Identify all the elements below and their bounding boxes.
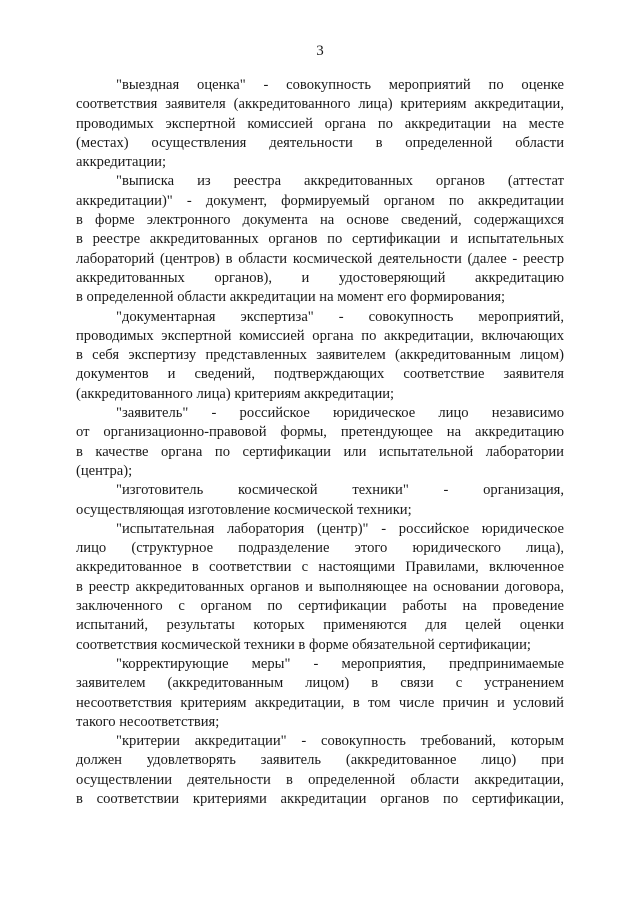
text-line: в качестве органа по сертификации или испытательной лаборатории <box>76 443 564 460</box>
text-line: в форме электронного документа на основе сведений, содержащихся <box>76 212 564 229</box>
text-line: осуществлении деятельности в определенной области аккредитации, <box>76 771 564 788</box>
text-line: (центра); <box>76 462 133 479</box>
text-line: от организационно-правовой формы, претендующее на аккредитацию <box>76 424 564 441</box>
text-line: в реестре аккредитованных органов по сертификации и испытательных <box>76 231 564 248</box>
text-line: осуществляющая изготовление космической техники; <box>76 501 412 518</box>
text-line: (местах) осуществления деятельности в определенной области <box>76 134 564 151</box>
text-line: "документарная экспертиза" - совокупность мероприятий, <box>116 308 564 325</box>
text-line: заключенного с органом по сертификации работы на проведение <box>76 598 564 615</box>
page-number: 3 <box>316 43 324 59</box>
text-line: в реестр аккредитованных органов и выполняющее на основании договора, <box>76 578 564 595</box>
text-line: должен удовлетворять заявитель (аккредитованное лицо) при <box>76 752 564 769</box>
text-line: в определенной области аккредитации на момент его формирования; <box>76 289 506 306</box>
text-line: в соответствии критериями аккредитации органов по сертификации, <box>76 790 564 807</box>
text-line: "изготовитель космической техники" - организация, <box>116 482 564 499</box>
document-body <box>76 76 564 809</box>
text-line: документов и сведений, подтверждающих соответствие заявителя <box>76 366 564 383</box>
text-line: аккредитации; <box>76 154 166 171</box>
text-line: заявителем (аккредитованным лицом) в связи с устранением <box>76 675 564 692</box>
text-line: испытаний, результаты которых применяются для целей оценки <box>76 617 564 634</box>
text-line: (аккредитованного лица) критериям аккредитации; <box>76 385 395 402</box>
text-line: "испытательная лаборатория (центр)" - российское юридическое <box>116 520 564 537</box>
text-line: несоответствия критериям аккредитации, в том числе причин и условий <box>76 694 564 711</box>
text-line: такого несоответствия; <box>76 713 220 730</box>
text-line: лицо (структурное подразделение этого юридического лица), <box>76 540 564 557</box>
text-line: аккредитованное в соответствии с настоящими Правилами, включенное <box>76 559 564 576</box>
text-line: аккредитованных органов), и удостоверяющий аккредитацию <box>76 269 564 286</box>
text-line: "выездная оценка" - совокупность мероприятий по оценке <box>116 77 564 93</box>
text-line: соответствия заявителя (аккредитованного лица) критериям аккредитации, <box>76 96 564 113</box>
text-line: "критерии аккредитации" - совокупность требований, которым <box>116 733 564 750</box>
text-line: "заявитель" - российское юридическое лицо независимо <box>116 405 564 422</box>
text-line: "выписка из реестра аккредитованных органов (аттестат <box>116 173 564 190</box>
text-line: "корректирующие меры" - мероприятия, предпринимаемые <box>116 655 564 672</box>
text-line: лабораторий (центров) в области космической деятельности (далее - реестр <box>76 250 564 267</box>
text-line: аккредитации)" - документ, формируемый органом по аккредитации <box>76 192 564 209</box>
text-line: проводимых экспертной комиссией органа по аккредитации на месте <box>76 115 564 132</box>
text-line: проводимых экспертной комиссией органа по аккредитации, включающих <box>76 327 564 344</box>
text-line: соответствия космической техники в форме обязательной сертификации; <box>76 636 531 653</box>
text-line: в себя экспертизу представленных заявителем (аккредитованным лицом) <box>76 347 564 364</box>
